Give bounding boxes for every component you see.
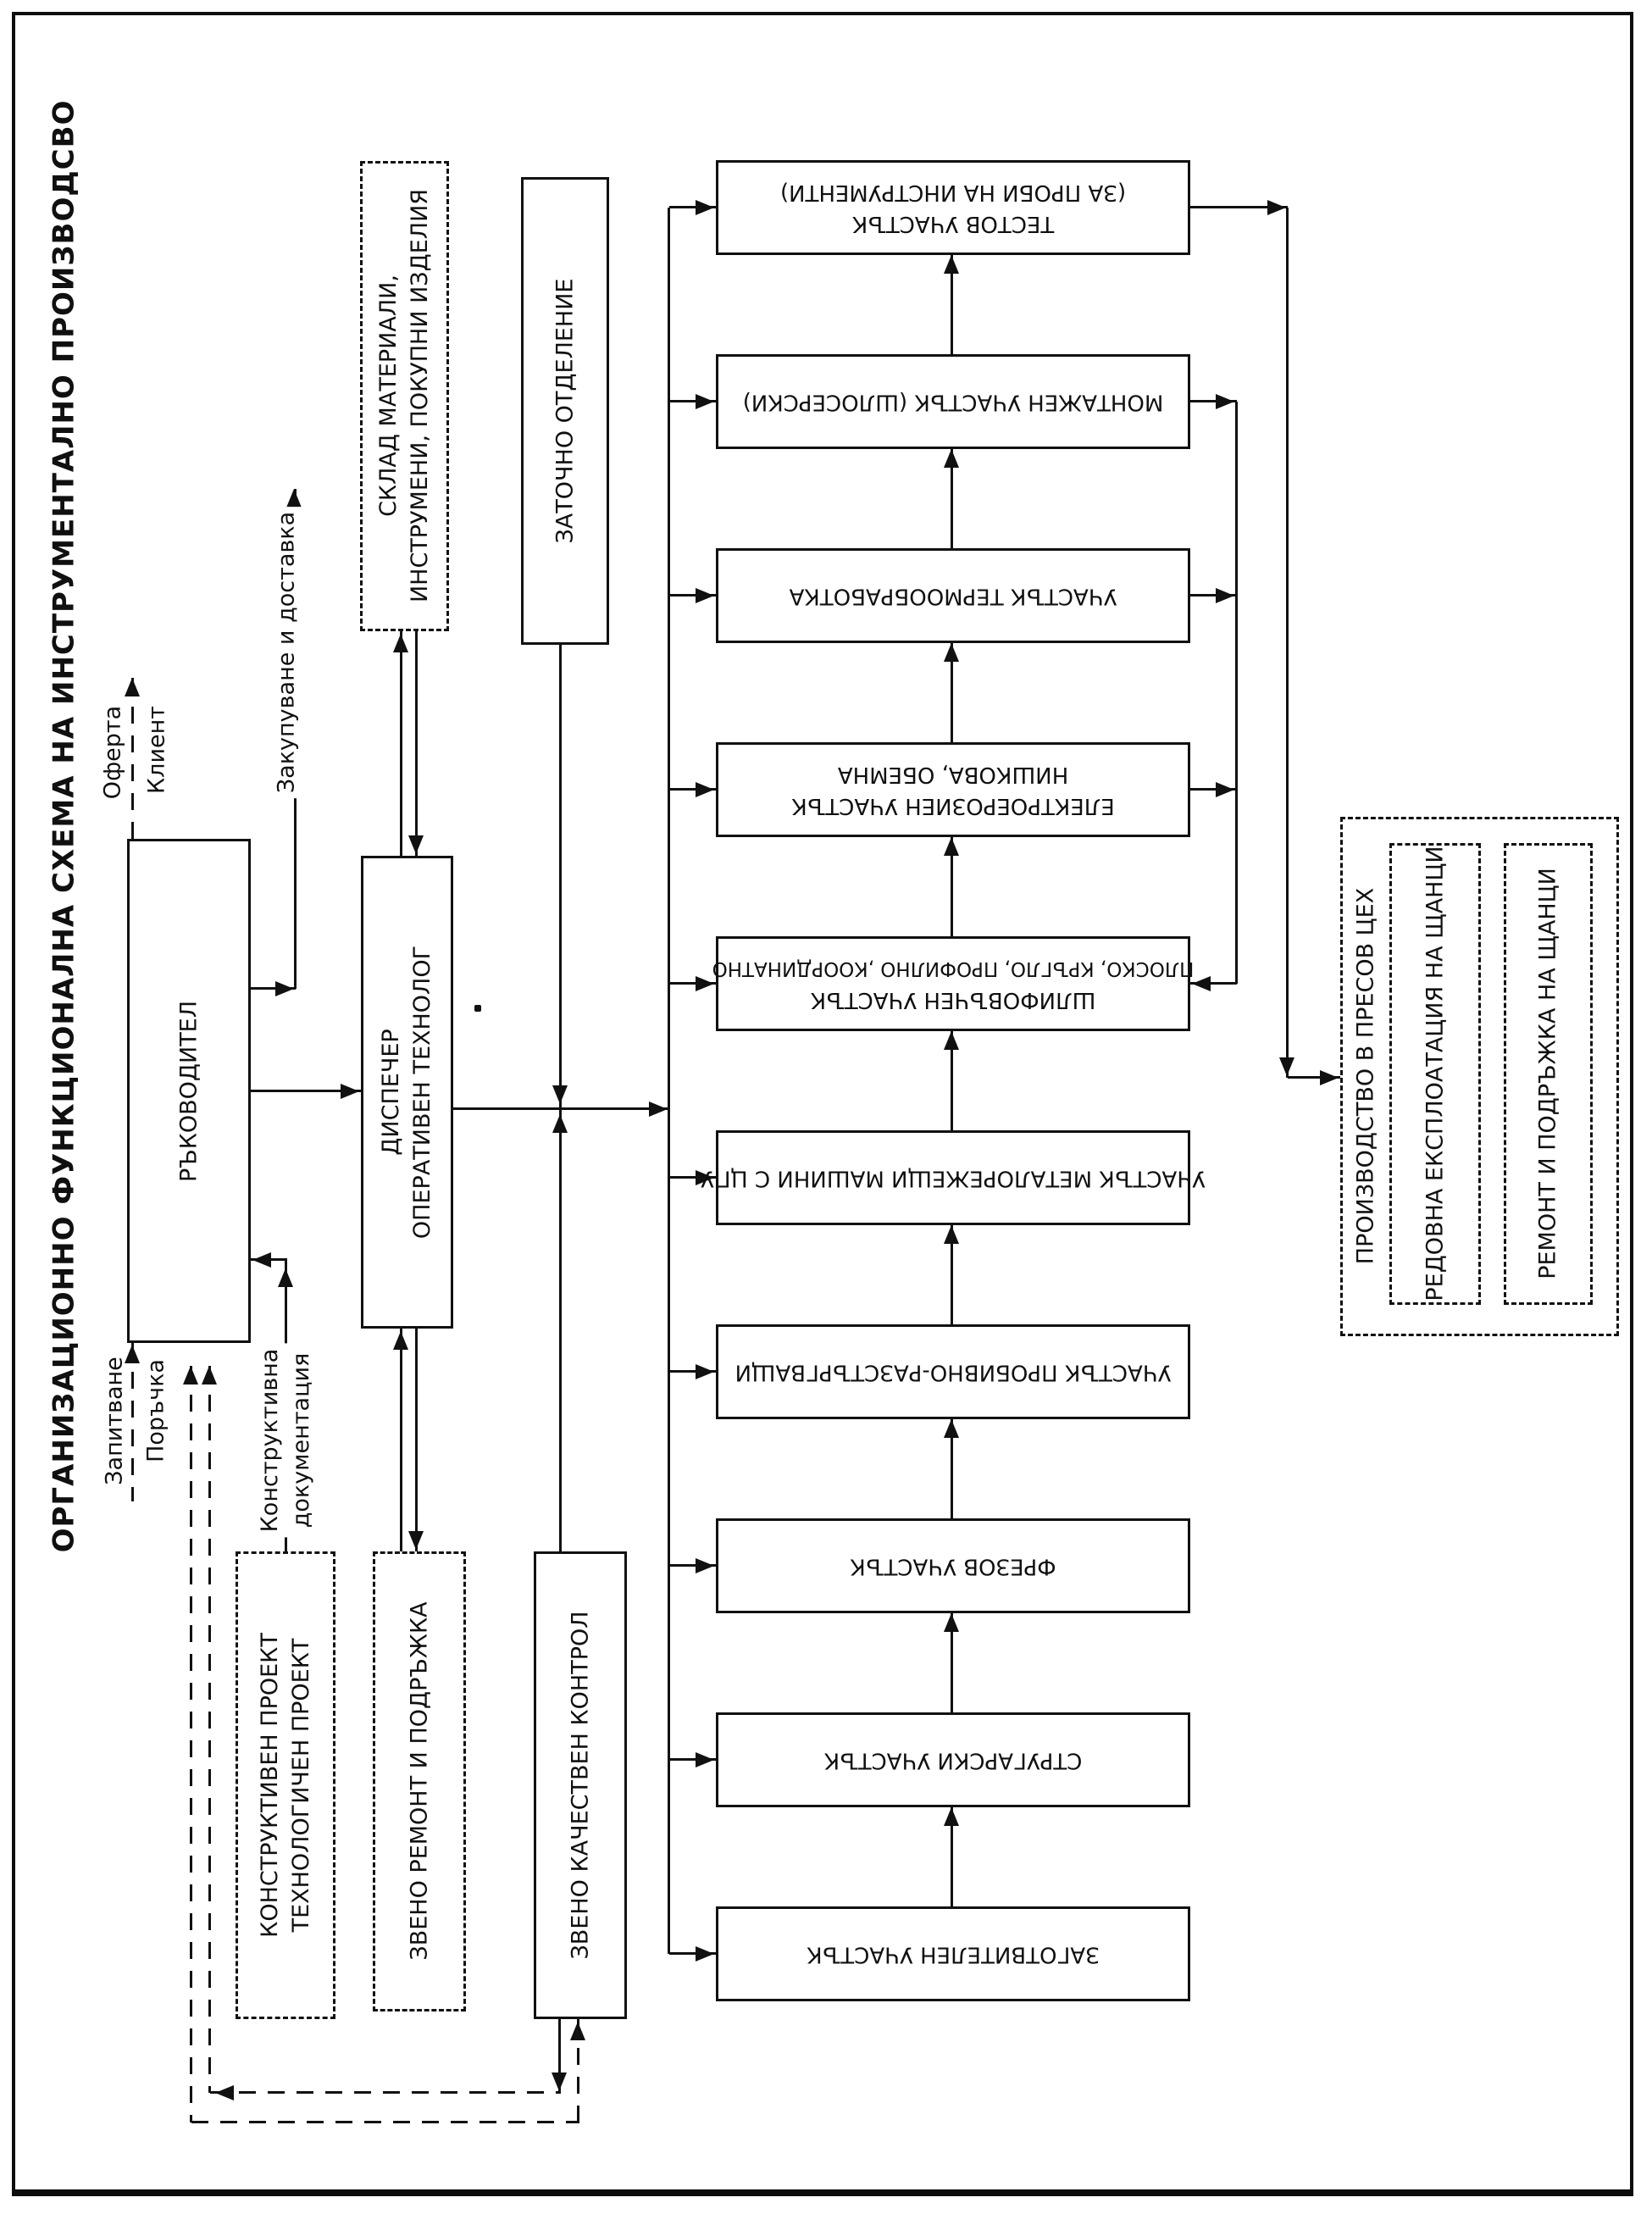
workshop-turning-line1: СТРУГАРСКИ УЧАСТЪК — [823, 1747, 1083, 1773]
dispatcher-maintenance-line-up — [400, 1329, 402, 1551]
box-sharpening-label: ЗАТОЧНО ОТДЕЛЕНИЕ — [552, 278, 579, 544]
branch-arrowhead-1 — [696, 200, 714, 215]
box-maintenance-unit-label: ЗВЕНО РЕМОНТ И ПОДРЪЖКА — [406, 1601, 433, 1961]
warehouse-dispatcher-line-up — [400, 631, 402, 856]
order-loop-top-arrowhead — [183, 1366, 198, 1384]
designdoc-line1: Конструктивна — [257, 1348, 283, 1533]
workshop-milling-label — [850, 1551, 1056, 1582]
workshop-boring-label — [735, 1357, 1172, 1388]
workshop-turning-label — [824, 1745, 1083, 1776]
offer-dashed-line — [131, 678, 134, 839]
collectorA-arrowhead-heat — [1216, 588, 1234, 603]
chain-arrowhead-9 — [944, 1807, 959, 1826]
workshop-edm-line1: ЕЛЕКТРОЕРОЗИЕН УЧАСТЪК — [791, 793, 1115, 818]
scan-artifact-dot — [474, 1005, 481, 1012]
workshop-test-label — [780, 176, 1126, 239]
branch-arrowhead-4 — [696, 782, 714, 797]
return-loop-top-arrowhead — [202, 1366, 217, 1384]
dispatcher-trunk-line — [453, 1107, 669, 1110]
dispatcher-line2: ОПЕРАТИВЕН ТЕХНОЛОГ — [409, 945, 435, 1240]
inquiry-label: Запитване — [101, 1357, 128, 1485]
maintenance-down-arrowhead — [408, 1531, 424, 1550]
chain-arrowhead-5 — [944, 1031, 959, 1050]
design-project-line2: ТЕХНОЛОГИЧЕН ПРОЕКТ — [288, 1638, 314, 1933]
workshop-blanking-label — [807, 1939, 1100, 1970]
press-repair-label: РЕМОНТ И ПОДРЪЖКА НА ЩАНЦИ — [1534, 868, 1561, 1279]
branch-arrowhead-9 — [696, 1752, 714, 1767]
return-loop-left-arrowhead — [215, 2085, 234, 2100]
return-loop-bottom-line — [210, 2091, 561, 2094]
trunk-line — [668, 208, 670, 1954]
workshop-blanking-line1: ЗАГОТВИТЕЛЕН УЧАСТЪК — [807, 1941, 1100, 1967]
box-quality-unit-label: ЗВЕНО КАЧЕСТВЕН КОНТРОЛ — [567, 1611, 594, 1960]
workshop-grinding-label — [712, 952, 1195, 1015]
branch-arrowhead-8 — [696, 1558, 714, 1573]
workshop-edm-line2: НИШКОВА, ОБЕМНА — [837, 762, 1069, 787]
order-label: Поръчка — [142, 1359, 169, 1462]
workshop-assembly-line1: МОНТАЖЕН УЧАСТЪК (ШЛОСЕРСКИ) — [742, 389, 1164, 415]
collectorA-out-arrowhead — [1192, 976, 1211, 991]
press-shop-title: ПРОИЗВОДСТВО В ПРЕСОВ ЦЕХ — [1352, 887, 1379, 1265]
collectorB-down-arrowhead — [1279, 1057, 1294, 1076]
dispatcher-line1: ДИСПЕЧЕР — [378, 1029, 404, 1156]
box-director-label: РЪКОВОДИТЕЛ — [175, 1000, 202, 1183]
client-label: Клиент — [143, 706, 170, 794]
branch-arrowhead-3 — [696, 588, 714, 603]
warehouse-up-arrowhead — [393, 634, 408, 652]
director-dispatcher-arrowhead — [341, 1084, 359, 1099]
collectorB-in-arrowhead — [1267, 200, 1286, 215]
chain-arrowhead-2 — [944, 449, 959, 468]
workshop-grinding-line1: ШЛИФОВЪЧЕН УЧАСТЪК — [810, 987, 1096, 1013]
designdoc-left-arrowhead — [252, 1252, 271, 1268]
warehouse-dispatcher-line-down — [415, 631, 418, 856]
chain-arrowhead-8 — [944, 1613, 959, 1632]
quality-up-arrowhead — [552, 1114, 568, 1133]
purchase-arrowhead — [286, 489, 302, 508]
branch-arrowhead-10 — [696, 1946, 714, 1962]
chain-arrowhead-3 — [944, 643, 959, 662]
page-title: ОРГАНИЗАЦИОННО ФУНКЦИОНАЛНА СХЕМА НА ИНСТРУМЕНТАЛНО ПРОИЗВОДСВО — [47, 99, 81, 1553]
workshop-heat-line1: УЧАСТЪК ТЕРМООБРАБОТКА — [789, 583, 1117, 609]
designdoc-line2: документация — [288, 1352, 314, 1529]
box-dispatcher-label — [375, 946, 438, 1239]
workshop-heat-label — [790, 580, 1117, 612]
quality-in-arrowhead — [570, 2022, 585, 2040]
collectorA-line — [1235, 402, 1238, 984]
chain-arrowhead-6 — [944, 1225, 959, 1244]
box-design-project-label — [254, 1633, 317, 1938]
offer-arrowhead — [125, 678, 140, 696]
maintenance-up-arrowhead — [393, 1331, 408, 1350]
workshop-cnc-line1: УЧАСТЪК МЕТАЛОРЕЖЕЩИ МАШИНИ С ЦПУ — [701, 1165, 1206, 1191]
collectorA-arrowhead-assembly — [1216, 394, 1234, 409]
sharpening-down-arrowhead — [552, 1085, 568, 1104]
branch-arrowhead-2 — [696, 394, 714, 409]
designdoc-up-arrowhead — [278, 1268, 293, 1287]
purchase-stub-arrowhead — [275, 981, 294, 996]
dispatcher-down-arrowhead — [408, 835, 424, 854]
warehouse-line2: ИНСТРУМЕНИ, ПОКУПНИ ИЗДЕЛИЯ — [407, 188, 433, 603]
workshop-grinding-line2: ПЛОСКО, КРЪГЛО, ПРОФИЛНО ,КООРДИНАТНО — [712, 957, 1195, 979]
order-loop-down-line — [190, 1366, 192, 2122]
workshop-test-line1: ТЕСТОВ УЧАСТЪК — [851, 211, 1055, 236]
designdoc-label — [254, 1344, 317, 1538]
chain-arrowhead-1 — [944, 255, 959, 274]
collectorB-line — [1286, 208, 1289, 1078]
workshop-edm-label — [791, 758, 1114, 821]
warehouse-line1: СКЛАД МАТЕРИАЛИ, — [375, 275, 402, 517]
collectorA-arrowhead-edm — [1216, 782, 1234, 797]
workshop-test-line2: (ЗА ПРОБИ НА ИНСТРУМЕНТИ) — [779, 180, 1127, 205]
dispatcher-maintenance-line-down — [415, 1329, 418, 1551]
workshop-boring-line1: УЧАСТЪК ПРОБИВНО-РАЗСТЪРГВАЩИ — [735, 1359, 1172, 1385]
quality-out-arrowhead — [552, 2073, 567, 2091]
inquiry-dashed-line — [131, 1343, 134, 1501]
workshop-assembly-label — [743, 386, 1164, 418]
purchase-label: Закупуване и доставка — [271, 507, 302, 798]
dispatcher-trunk-arrowhead — [649, 1101, 668, 1117]
box-warehouse-label — [373, 189, 435, 602]
chain-arrowhead-4 — [944, 837, 959, 856]
workshop-cnc-label — [701, 1162, 1206, 1194]
order-loop-bottom-line — [191, 2121, 579, 2123]
design-project-line1: КОНСТРУКТИВЕН ПРОЕКТ — [257, 1633, 283, 1938]
press-regular-label: РЕДОВНА ЕКСПЛОАТАЦИЯ НА ЩАНЦИ — [1422, 846, 1449, 1301]
workshop-milling-line1: ФРЕЗОВ УЧАСТЪК — [850, 1553, 1056, 1579]
return-loop-up-line — [208, 1366, 211, 2093]
chain-arrowhead-7 — [944, 1419, 959, 1438]
branch-arrowhead-7 — [696, 1364, 714, 1379]
offer-label: Оферта — [99, 705, 126, 800]
collectorB-out-arrowhead — [1320, 1070, 1339, 1085]
